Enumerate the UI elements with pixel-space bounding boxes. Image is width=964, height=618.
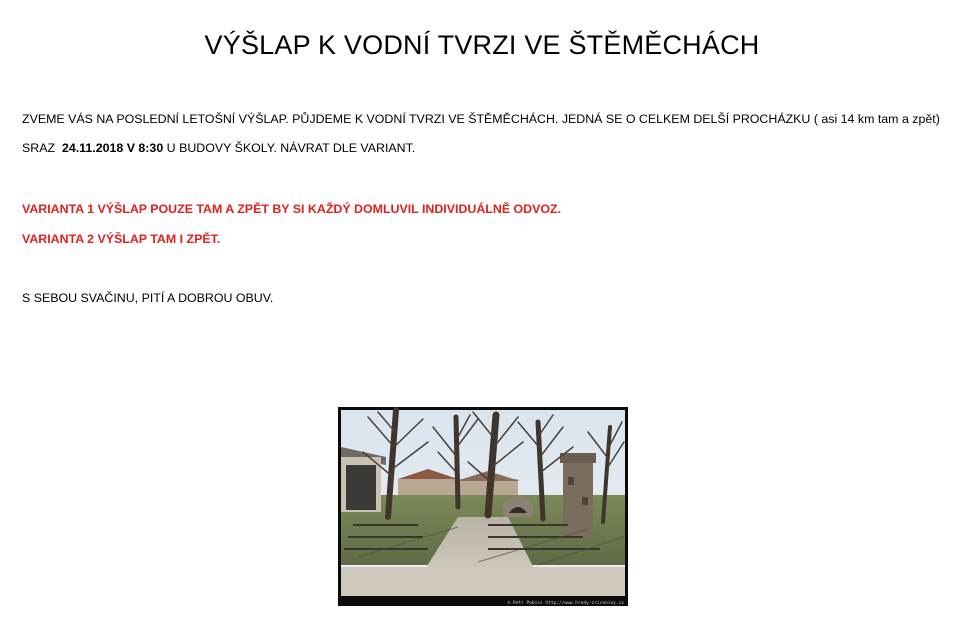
meeting-datetime: 24.11.2018 V 8:30 [61,141,164,155]
variant-2-text: VARIANTA 2 VÝŠLAP TAM I ZPĚT. [22,232,221,246]
tvrz-photo [338,407,628,606]
meeting-suffix: U BUDOVY ŠKOLY. NÁVRAT DLE VARIANT. [166,141,416,155]
meeting-prefix: SRAZ [22,141,56,155]
variant-1-text: VARIANTA 1 VÝŠLAP POUZE TAM A ZPĚT BY SI KAŽDÝ DOMLUVIL INDIVIDUÁLNĚ ODVOZ. [22,202,562,216]
photo-credit: © Petr Pobiss http://www.hrady-zriceniny.cz [507,601,624,606]
park-scene-image [338,407,628,606]
bring-items-text: S SEBOU SVAČINU, PITÍ A DOBROU OBUV. [22,291,274,305]
intro-text: ZVEME VÁS NA POSLEDNÍ LETOŠNÍ VÝŠLAP. PŮJDEME K VODNÍ TVRZI VE ŠTĚMĚCHÁCH. JEDNÁ SE O CELKEM DELŠÍ PROCHÁZKU ( asi 14 km tam a zpět) [22,112,940,126]
page-title: VÝŠLAP K VODNÍ TVRZI VE ŠTĚMĚCHÁCH [204,30,760,60]
meeting-info [22,141,415,155]
